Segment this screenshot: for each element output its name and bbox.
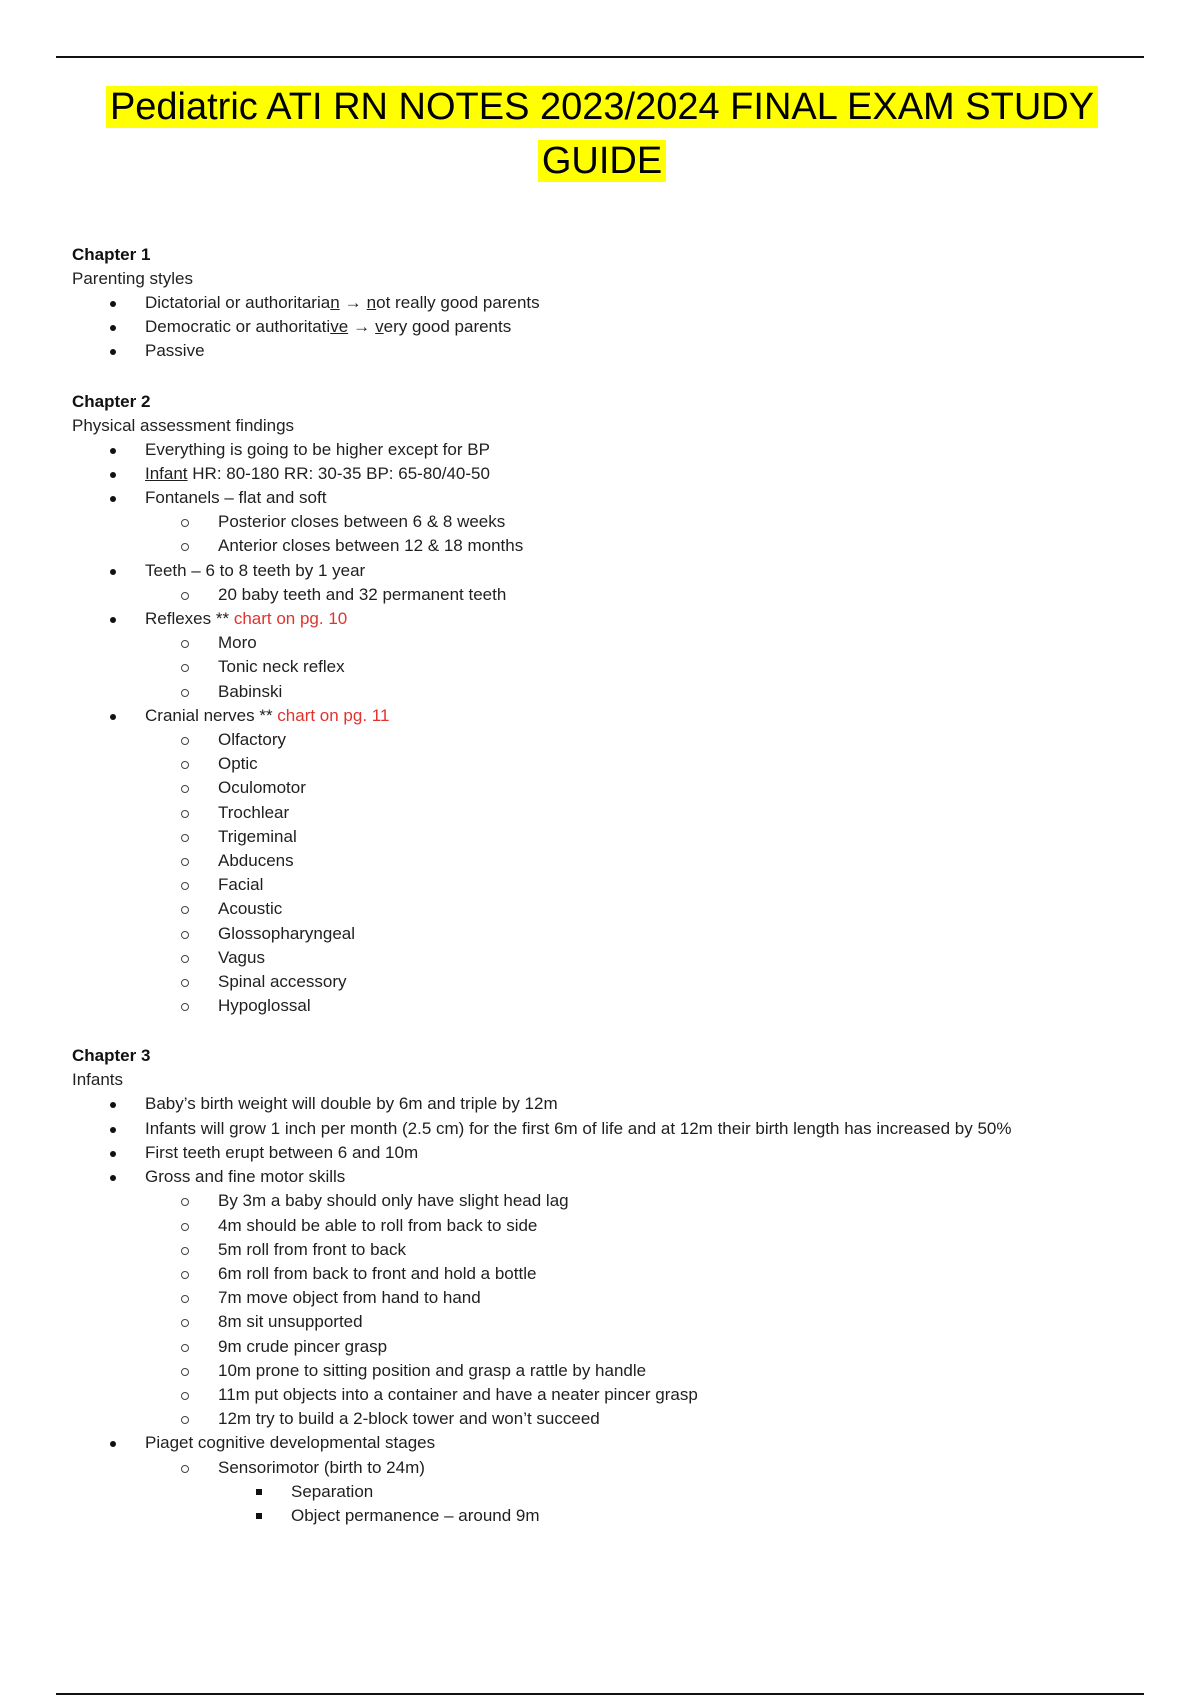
list-item: Fontanels – flat and soft Posterior closes between 6 & 8 weeks Anterior closes between 12 & 18 months xyxy=(72,486,1132,559)
sub-list-item: Abducens xyxy=(145,849,1132,873)
chapter-heading: Chapter 3 xyxy=(72,1046,151,1066)
sub-list-item: Facial xyxy=(145,873,1132,897)
top-rule xyxy=(56,56,1144,58)
document-body xyxy=(72,243,1132,1528)
sub-list-item: 6m roll from back to front and hold a bottle xyxy=(145,1262,1132,1286)
sub-list-item: Trochlear xyxy=(145,801,1132,825)
sub-list-item: Tonic neck reflex xyxy=(145,655,1132,679)
chapter-heading: Chapter 2 xyxy=(72,391,151,411)
section-subheading: Physical assessment findings xyxy=(72,415,295,435)
sub-list xyxy=(145,1456,1132,1529)
sub-list xyxy=(145,583,1132,607)
chapter-heading: Chapter 1 xyxy=(72,245,151,264)
sub-list-item: 8m sit unsupported xyxy=(145,1310,1132,1334)
arrow-icon: → xyxy=(353,317,371,337)
sub-sub-list-item: Object permanence – around 9m xyxy=(218,1504,1132,1528)
chart-reference: chart on pg. 11 xyxy=(277,705,390,725)
sub-list xyxy=(145,728,1132,1018)
sub-list-item: 7m move object from hand to hand xyxy=(145,1286,1132,1310)
list-item: Infants will grow 1 inch per month (2.5 cm) for the first 6m of life and at 12m their birth length has increased by 50% xyxy=(72,1117,1132,1141)
sub-list-item: 20 baby teeth and 32 permanent teeth xyxy=(145,583,1132,607)
sub-list-item: Anterior closes between 12 & 18 months xyxy=(145,534,1132,558)
title-highlight: Pediatric ATI RN NOTES 2023/2024 FINAL EXAM STUDY GUIDE xyxy=(106,86,1098,182)
sub-list-item: Glossopharyngeal xyxy=(145,922,1132,946)
sub-list-item: Hypoglossal xyxy=(145,994,1132,1018)
sub-list-item: By 3m a baby should only have slight head lag xyxy=(145,1189,1132,1213)
sub-list-item: Oculomotor xyxy=(145,776,1132,800)
sub-list-item: Trigeminal xyxy=(145,825,1132,849)
section-subheading: Infants xyxy=(72,1070,124,1090)
list-item: Passive xyxy=(72,339,1132,363)
sub-list-item: Olfactory xyxy=(145,728,1132,752)
document-page xyxy=(72,80,1132,1554)
sub-list xyxy=(145,1189,1132,1431)
sub-list-item: Moro xyxy=(145,631,1132,655)
sub-sub-list xyxy=(218,1480,1132,1528)
list-item: Gross and fine motor skills By 3m a baby should only have slight head lag 4m should be able to roll from back to side 5m roll from front to back 6m roll from back to front and hold a bottle 7m move object from hand to hand 8m sit unsupported 9m crude pincer grasp 10m prone to sitting position and grasp a rattle by handle 11m put objects into a container and have a neater pincer grasp 12m try to build a 2-block tower and won’t succeed xyxy=(72,1165,1132,1431)
sub-list-item: 12m try to build a 2-block tower and won’t succeed xyxy=(145,1407,1132,1431)
sub-list-item: 5m roll from front to back xyxy=(145,1238,1132,1262)
sub-list xyxy=(145,510,1132,558)
sub-list-item: Vagus xyxy=(145,946,1132,970)
bullet-list xyxy=(72,438,1132,1019)
document-title xyxy=(72,80,1132,188)
list-item: Piaget cognitive developmental stages Sensorimotor (birth to 24m) Separation Object permanence – around 9m xyxy=(72,1431,1132,1528)
chapter-2-section xyxy=(72,390,1132,1019)
sub-list-item: 4m should be able to roll from back to side xyxy=(145,1214,1132,1238)
sub-list-item: Sensorimotor (birth to 24m) Separation Object permanence – around 9m xyxy=(145,1456,1132,1529)
sub-list-item: Optic xyxy=(145,752,1132,776)
list-item: Cranial nerves ** chart on pg. 11 Olfactory Optic Oculomotor Trochlear Trigeminal Abducens Facial Acoustic Glossopharyngeal Vagus Spinal accessory Hypoglossal xyxy=(72,704,1132,1019)
bullet-list xyxy=(72,1092,1132,1528)
sub-list-item: 11m put objects into a container and have a neater pincer grasp xyxy=(145,1383,1132,1407)
list-item: Infant HR: 80-180 RR: 30-35 BP: 65-80/40-50 xyxy=(72,462,1132,486)
sub-list-item: Posterior closes between 6 & 8 weeks xyxy=(145,510,1132,534)
sub-sub-list-item: Separation xyxy=(218,1480,1132,1504)
list-item: Teeth – 6 to 8 teeth by 1 year 20 baby teeth and 32 permanent teeth xyxy=(72,559,1132,607)
list-item: Reflexes ** chart on pg. 10 Moro Tonic neck reflex Babinski xyxy=(72,607,1132,704)
list-item: Democratic or authoritative → very good parents xyxy=(72,315,1132,339)
sub-list-item: 10m prone to sitting position and grasp a rattle by handle xyxy=(145,1359,1132,1383)
list-item: First teeth erupt between 6 and 10m xyxy=(72,1141,1132,1165)
bullet-list xyxy=(72,291,1132,364)
arrow-icon: → xyxy=(344,293,362,312)
list-item: Baby’s birth weight will double by 6m and triple by 12m xyxy=(72,1092,1132,1116)
chart-reference: chart on pg. 10 xyxy=(233,609,348,629)
list-item: Everything is going to be higher except for BP xyxy=(72,438,1132,462)
sub-list-item: Spinal accessory xyxy=(145,970,1132,994)
sub-list-item: Acoustic xyxy=(145,897,1132,921)
sub-list-item: 9m crude pincer grasp xyxy=(145,1335,1132,1359)
chapter-1-section xyxy=(72,243,1132,364)
section-subheading: Parenting styles xyxy=(72,269,193,288)
list-item: Dictatorial or authoritarian → not really good parents xyxy=(72,291,1132,315)
chapter-3-section xyxy=(72,1044,1132,1528)
bottom-rule xyxy=(56,1693,1144,1695)
sub-list xyxy=(145,631,1132,704)
sub-list-item: Babinski xyxy=(145,680,1132,704)
